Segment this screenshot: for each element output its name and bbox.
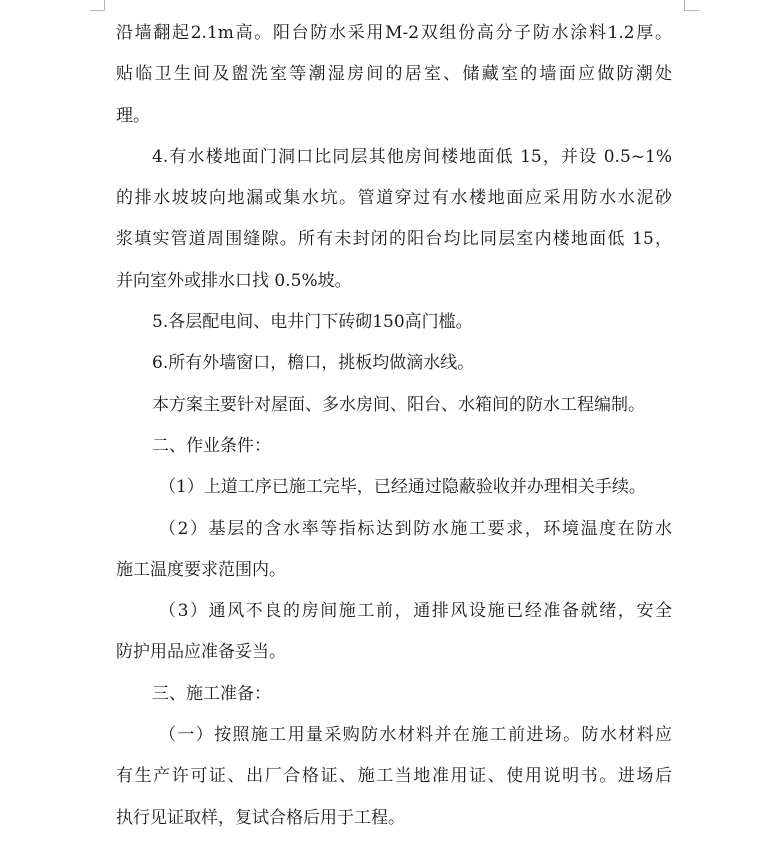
text-line: 的排水坡坡向地漏或集水坑。管道穿过有水楼地面应采用防水水泥砂 (116, 188, 672, 209)
page-corner-mark-right (684, 0, 699, 11)
section-heading: 二、作业条件： (152, 435, 271, 456)
document-body (116, 13, 672, 839)
text-line: 4.有水楼地面门洞口比同层其他房间楼地面低 15，并设 0.5~1% (152, 146, 672, 167)
text-line: （一）按照施工用量采购防水材料并在施工前进场。防水材料应 (159, 725, 672, 746)
text-line: 理。 (116, 105, 150, 126)
text-line: 本方案主要针对屋面、多水房间、阳台、水箱间的防水工程编制。 (152, 394, 645, 415)
text-line: 6.所有外墙窗口，檐口，挑板均做滴水线。 (152, 353, 475, 374)
section-heading: 三、施工准备： (152, 683, 271, 704)
text-line: 防护用品应准备妥当。 (116, 642, 286, 663)
text-line: 并向室外或排水口找 0.5%坡。 (116, 270, 352, 291)
text-line: （1）上道工序已施工完毕，已经通过隐蔽验收并办理相关手续。 (159, 477, 646, 498)
text-line: （3）通风不良的房间施工前，通排风设施已经准备就绪，安全 (159, 601, 672, 622)
text-line: （2）基层的含水率等指标达到防水施工要求，环境温度在防水 (159, 518, 672, 539)
text-line: 贴临卫生间及盥洗室等潮湿房间的居室、储藏室的墙面应做防潮处 (116, 64, 672, 85)
page-corner-mark-left (90, 0, 105, 11)
text-line: 5.各层配电间、电井门下砖砌150高门槛。 (152, 312, 473, 333)
text-line: 有生产许可证、出厂合格证、施工当地准用证、使用说明书。进场后 (116, 766, 672, 787)
text-line: 施工温度要求范围内。 (116, 559, 286, 580)
text-line: 执行见证取样，复试合格后用于工程。 (116, 807, 405, 828)
text-line: 浆填实管道周围缝隙。所有未封闭的阳台均比同层室内楼地面低 15， (116, 229, 672, 250)
text-line: 沿墙翻起2.1m高。阳台防水采用M-2双组份高分子防水涂料1.2厚。 (116, 23, 672, 43)
